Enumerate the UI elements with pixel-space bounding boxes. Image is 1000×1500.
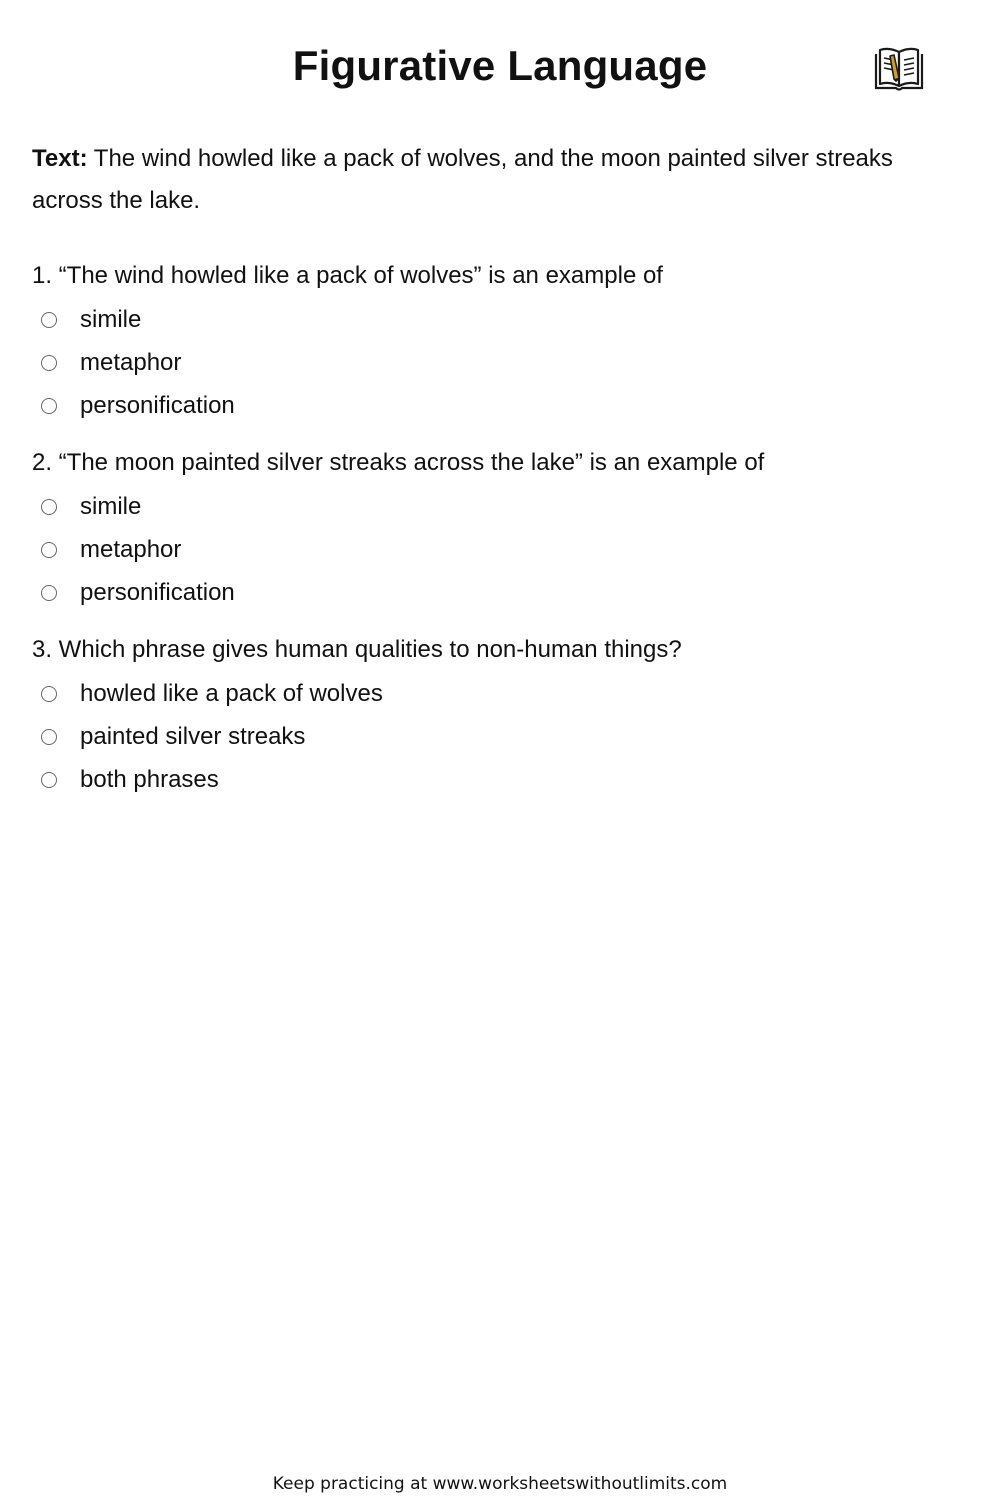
radio-button[interactable] <box>41 772 57 788</box>
radio-button[interactable] <box>41 686 57 702</box>
question-list <box>32 254 962 815</box>
option-label: personification <box>80 391 235 419</box>
question-3-option-2[interactable] <box>32 715 962 758</box>
open-book-icon <box>872 42 926 94</box>
question-2-option-3[interactable] <box>32 571 962 614</box>
radio-button[interactable] <box>41 585 57 601</box>
option-label: painted silver streaks <box>80 722 306 750</box>
reading-label: Text: <box>32 145 88 172</box>
question-2-option-2[interactable] <box>32 528 962 571</box>
question-1-prompt: 1. “The wind howled like a pack of wolves” is an example of <box>32 262 663 289</box>
footer-text: Keep practicing at www.worksheetswithoutlimits.com <box>272 1474 728 1494</box>
question-3-prompt: 3. Which phrase gives human qualities to non-human things? <box>32 636 682 663</box>
question-1-option-3[interactable] <box>32 384 962 427</box>
radio-button[interactable] <box>41 729 57 745</box>
question-1-option-2[interactable] <box>32 341 962 384</box>
question-3 <box>32 628 962 801</box>
question-2 <box>32 441 962 614</box>
radio-button[interactable] <box>41 355 57 371</box>
option-label: howled like a pack of wolves <box>80 679 383 707</box>
page-title: Figurative Language <box>292 42 708 89</box>
option-label: both phrases <box>80 765 219 793</box>
radio-button[interactable] <box>41 398 57 414</box>
question-1-option-1[interactable] <box>32 298 962 341</box>
option-label: metaphor <box>80 535 182 563</box>
radio-button[interactable] <box>41 542 57 558</box>
radio-button[interactable] <box>41 499 57 515</box>
question-2-prompt: 2. “The moon painted silver streaks across the lake” is an example of <box>32 449 765 476</box>
question-3-option-3[interactable] <box>32 758 962 801</box>
radio-button[interactable] <box>41 312 57 328</box>
reading-passage <box>32 138 962 222</box>
reading-content: The wind howled like a pack of wolves, and the moon painted silver streaks across the lake. <box>32 145 893 214</box>
option-label: personification <box>80 578 235 606</box>
question-1 <box>32 254 962 427</box>
option-label: simile <box>80 492 142 520</box>
option-label: simile <box>80 305 142 333</box>
question-3-option-1[interactable] <box>32 672 962 715</box>
option-label: metaphor <box>80 348 182 376</box>
question-2-option-1[interactable] <box>32 485 962 528</box>
